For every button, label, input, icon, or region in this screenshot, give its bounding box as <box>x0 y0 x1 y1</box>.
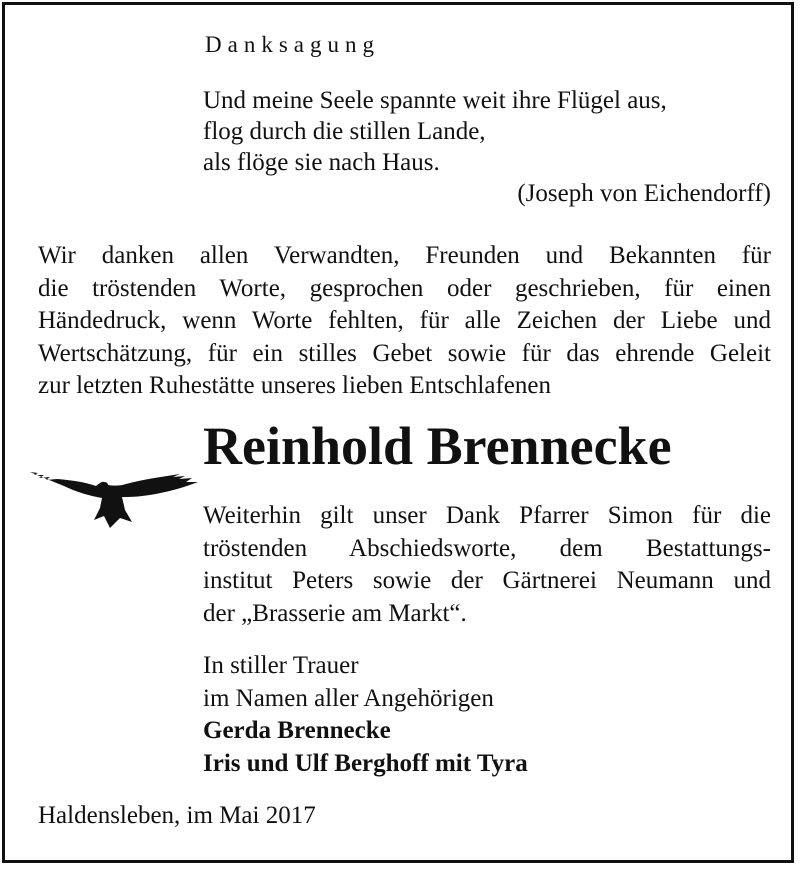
further-thanks-line: institut Peters sowie der Gärtnerei Neumann und <box>203 567 771 594</box>
thanks-line: die tröstenden Worte, gesprochen oder geschrieben, für einen <box>38 274 771 302</box>
place-and-date: Haldensleben, im Mai 2017 <box>38 802 316 829</box>
signatory-name: Gerda Brennecke <box>203 717 391 744</box>
poem-author: (Joseph von Eichendorff) <box>517 180 771 207</box>
poem-quote <box>203 85 771 209</box>
poem-line: Und meine Seele spannte weit ihre Flügel aus, <box>203 87 667 114</box>
further-thanks-paragraph <box>203 500 771 630</box>
mourning-line: im Namen aller Angehörigen <box>203 684 494 712</box>
further-thanks-line: Weiterhin gilt unser Dank Pfarrer Simon für die <box>203 502 771 529</box>
mourning-line: In stiller Trauer <box>203 652 359 679</box>
poem-line: als flöge sie nach Haus. <box>203 149 440 176</box>
notice-heading: Danksagung <box>205 32 380 57</box>
further-thanks-line: der „Brasserie am Markt“. <box>203 599 467 627</box>
thanks-line: Wertschätzung, für ein stilles Gebet sowie für das ehrende Geleit <box>38 339 771 367</box>
further-thanks-line: tröstenden Abschiedsworte, dem Bestattungs- <box>203 534 771 562</box>
signatory-name: Iris und Ulf Berghoff mit Tyra <box>203 749 528 777</box>
thanks-line: Händedruck, wenn Worte fehlten, für alle Zeichen der Liebe und <box>38 307 771 334</box>
eagle-icon <box>30 462 200 532</box>
thanks-line: Wir danken allen Verwandten, Freunden und Bekannten für <box>38 242 771 269</box>
deceased-name: Reinhold Brennecke <box>203 416 672 476</box>
mourning-signature <box>203 650 528 780</box>
poem-line: flog durch die stillen Lande, <box>203 118 486 145</box>
thanks-paragraph <box>38 240 771 403</box>
thanks-line: zur letzten Ruhestätte unseres lieben Entschlafenen <box>38 372 551 399</box>
